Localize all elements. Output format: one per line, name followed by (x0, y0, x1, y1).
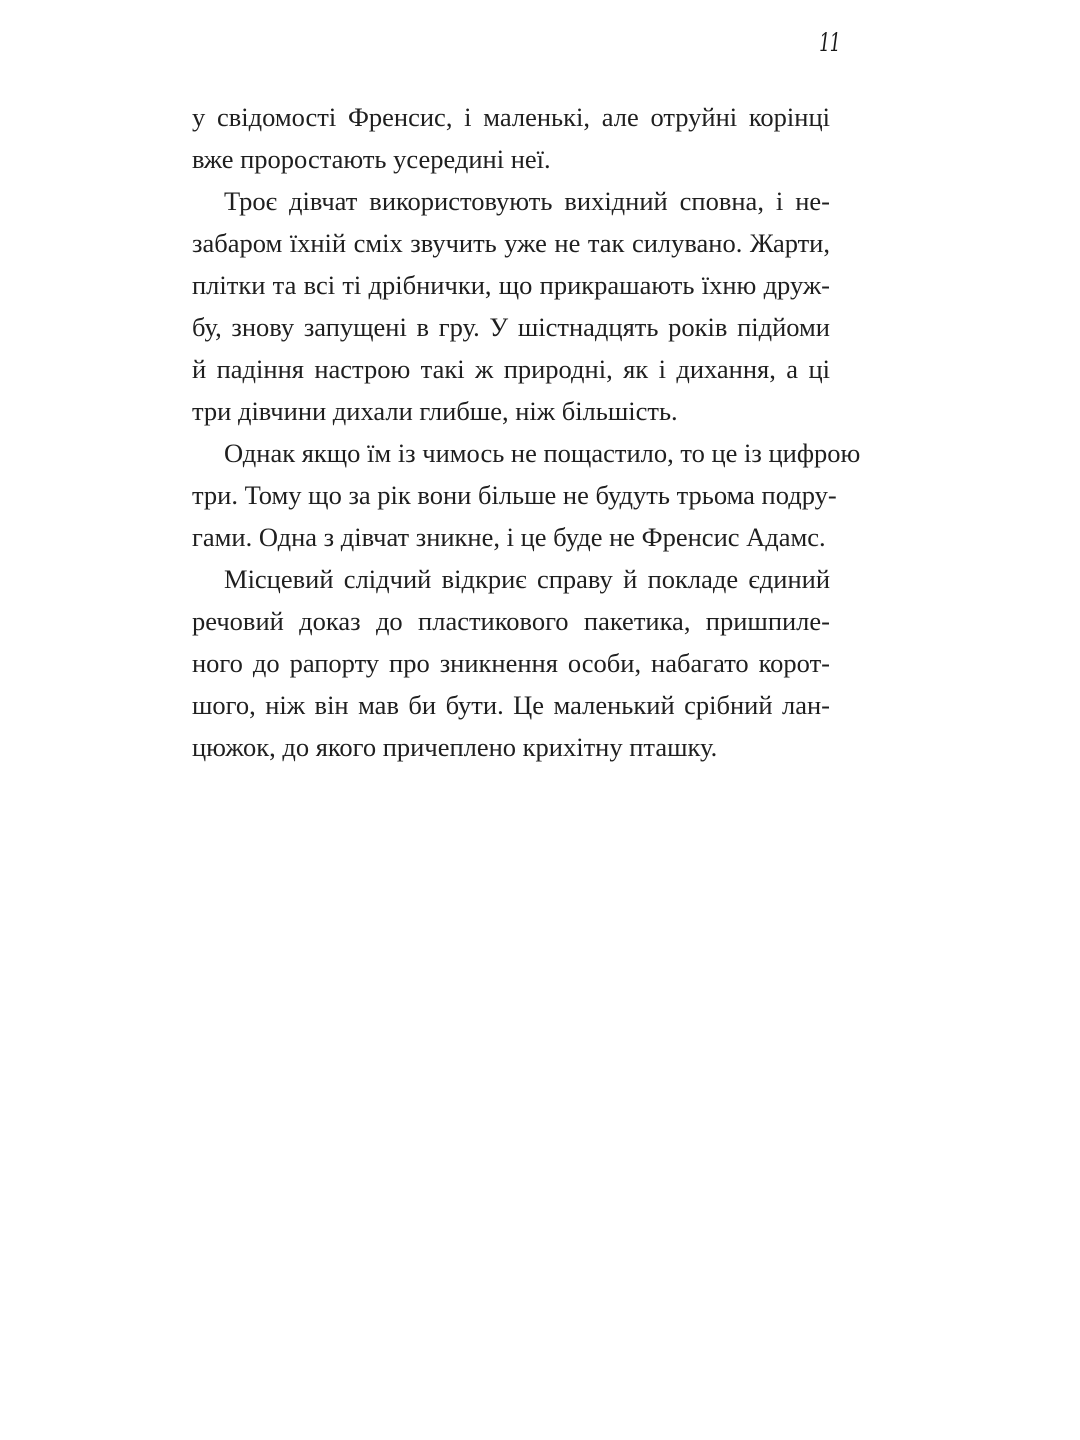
text-line: шого, ніж він мав би бути. Це маленький срібний лан- (192, 690, 830, 720)
text-line: ного до рапорту про зникнення особи, набагато корот- (192, 648, 830, 678)
text-line: й падіння настрою такі ж природні, як і дихання, а ці (192, 354, 830, 384)
body-text (192, 96, 861, 768)
text-line: вже проростають усередині неї. (192, 144, 551, 174)
text-line: плітки та всі ті дрібнички, що прикрашають їхню друж- (192, 270, 830, 300)
text-line: три. Тому що за рік вони більше не будуть трьома подру- (192, 480, 837, 510)
text-line: цюжок, до якого причеплено крихітну пташку. (192, 732, 718, 762)
text-line: три дівчини дихали глибше, ніж більшість. (192, 396, 678, 426)
text-line: у свідомості Френсис, і маленькі, але отруйні корінці (192, 102, 830, 132)
page-number: 11 (819, 28, 840, 57)
text-line: гами. Одна з дівчат зникне, і це буде не Френсис Адамс. (192, 522, 826, 552)
text-line: Однак якщо їм із чимось не пощастило, то це із цифрою (224, 438, 861, 468)
text-line: Троє дівчат використовують вихідний сповна, і не- (224, 186, 830, 216)
text-line: бу, знову запущені в гру. У шістнадцять років підйоми (192, 312, 830, 342)
text-line: речовий доказ до пластикового пакетика, пришпиле- (192, 606, 830, 636)
text-line: забаром їхній сміх звучить уже не так силувано. Жарти, (192, 228, 830, 258)
text-line: Місцевий слідчий відкриє справу й покладе єдиний (224, 564, 830, 594)
